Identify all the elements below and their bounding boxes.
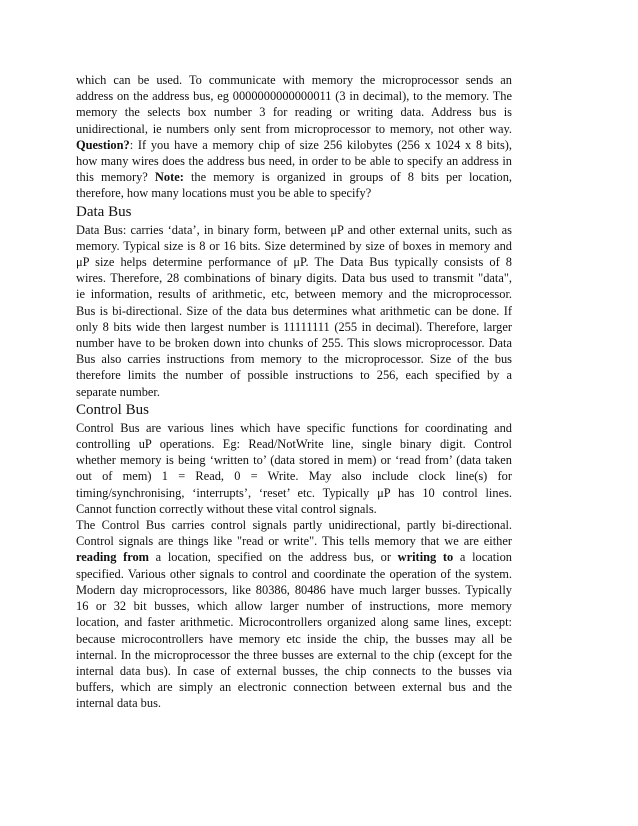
control-bus-text: a location — [453, 550, 512, 565]
data-bus-line: number have to be broken down into chunks of 255. This slows microprocessor. Data — [76, 336, 512, 351]
data-bus-line: wires. Therefore, 28 combinations of binary digits. Data bus used to transmit "data", — [76, 271, 512, 286]
data-bus-line: ie information, results of arithmetic, etc, between memory and the microprocessor. — [76, 287, 512, 302]
question-line: how many wires does the address bus need, in order to be able to specify an address in — [76, 154, 512, 169]
data-bus-line: memory. Typical size is 8 or 16 bits. Size determined by size of boxes in memory and — [76, 238, 512, 253]
control-bus-line: timing/synchronising, ‘interrupts’, ‘reset’ etc. Typically μP has 10 control lines. — [76, 485, 512, 500]
control-bus-line: Cannot function correctly without these vital control signals. — [76, 501, 377, 516]
document-page — [76, 72, 512, 712]
bold-writing-to: writing to — [397, 550, 454, 565]
data-bus-line: therefore limits the number of possible instructions to 256, each specified by a — [76, 368, 512, 383]
control-bus-line: Modern day microprocessors, like 80386, 80486 have much larger busses. Typically — [76, 582, 512, 597]
question-text: this memory? — [76, 170, 155, 185]
intro-line: address on the address bus, eg 0000000000000011 (3 in decimal), to the memory. The — [76, 89, 512, 104]
question-label: Question? — [76, 137, 130, 152]
data-bus-line: only 8 bits wide then largest number is 11111111 (255 in decimal). Therefore, larger — [76, 319, 512, 334]
data-bus-line: Bus is bi-directional. Size of the data bus determines what arithmetic can be done. If — [76, 303, 512, 318]
data-bus-line: Data Bus: carries ‘data’, in binary form, between μP and other external units, such as — [76, 222, 512, 237]
control-bus-line: Control Bus are various lines which have specific functions for coordinating and — [76, 420, 512, 435]
note-label: Note: — [154, 170, 184, 185]
control-bus-heading: Control Bus — [76, 401, 149, 418]
bold-reading-from: reading from — [76, 550, 149, 565]
data-bus-heading: Data Bus — [76, 203, 132, 220]
control-bus-line: whether memory is being ‘written to’ (data stored in mem) or ‘read from’ (data taken — [76, 453, 512, 468]
control-bus-line: because microcontrollers have memory etc inside the chip, the busses may all be — [76, 631, 512, 646]
control-bus-line: Control signals are things like "read or write". This tells memory that we are either — [76, 534, 512, 549]
question-line — [76, 137, 512, 153]
control-bus-line: controlling uP operations. Eg: Read/NotWrite line, single binary digit. Control — [76, 437, 512, 452]
question-line: therefore, how many locations must you be able to specify? — [76, 186, 372, 201]
data-bus-line: μP size helps determine performance of μP. The Data Bus typically consists of 8 — [76, 255, 512, 270]
intro-line: memory the selects box number 3 for reading or writing data. Address bus is — [76, 105, 512, 120]
question-text: : If you have a memory chip of size 256 kilobytes (256 x 1024 x 8 bits), — [129, 137, 512, 152]
control-bus-line: internal data bus. — [76, 696, 161, 711]
control-bus-line: specified. Various other signals to control and coordinate the operation of the system. — [76, 566, 512, 581]
control-bus-line: location, and faster arithmetic. Microcontrollers organized along same lines, except: — [76, 615, 512, 630]
control-bus-line: internal. In the microprocessor the three busses are external to the chip (except for the — [76, 647, 512, 662]
control-bus-line: out of mem) 1 = Read, 0 = Write. May also include clock line(s) for — [76, 469, 512, 484]
control-bus-line — [76, 549, 512, 565]
intro-line: unidirectional, ie numbers only sent from microprocessor to memory, not other way. — [76, 121, 512, 136]
control-bus-line: 16 or 32 bit busses, which allow larger number of instructions, more memory — [76, 599, 512, 614]
question-line — [76, 169, 512, 185]
control-bus-text: a location, specified on the address bus, or — [149, 550, 398, 565]
control-bus-line: buffers, which are simply an electronic connection between external bus and the — [76, 680, 512, 695]
data-bus-line: Bus also carries instructions from memory to the microprocessor. Size of the bus — [76, 352, 512, 367]
control-bus-line: internal data bus). In case of external busses, the chip connects to the busses via — [76, 663, 512, 678]
data-bus-line: separate number. — [76, 384, 160, 399]
question-text: the memory is organized in groups of 8 bits per location, — [183, 170, 512, 185]
control-bus-line: The Control Bus carries control signals partly unidirectional, partly bi-directional. — [76, 518, 512, 533]
intro-line: which can be used. To communicate with memory the microprocessor sends an — [76, 73, 512, 87]
